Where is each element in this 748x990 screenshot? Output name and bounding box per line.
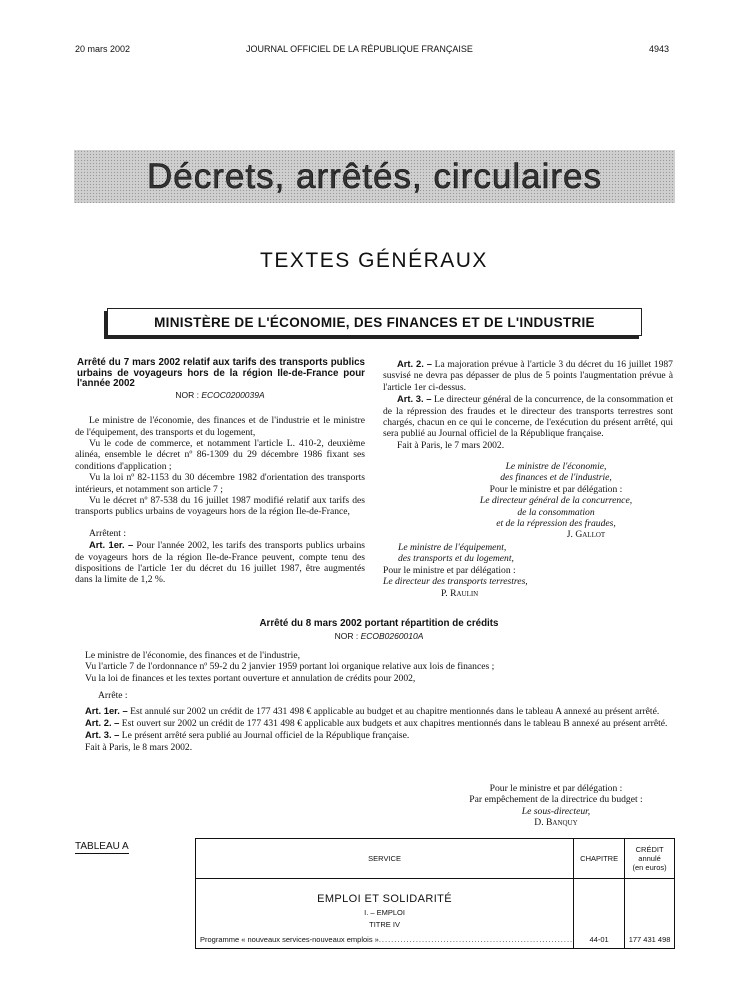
arrete2-signature: Pour le ministre et par délégation : Par empêchement de la directrice du budget : Le sous-directeur, D. Banquy — [440, 783, 672, 829]
arrete2-fait: Fait à Paris, le 8 mars 2002. — [85, 741, 193, 753]
table-row — [196, 879, 675, 949]
sub-heading-2: TITRE IV — [369, 920, 400, 929]
arrete2-arrete: Arrête : — [98, 690, 128, 702]
tableau-label: TABLEAU A — [75, 841, 129, 852]
arrete2-header — [85, 619, 673, 642]
arrete1-title: Arrêté du 7 mars 2002 relatif aux tarifs des transports publics urbains de voyageurs hors de la région Ile-de-France pour l'année 2002 — [77, 357, 365, 390]
arrete1-signature-1: Le ministre de l'économie, des finances et de l'industrie, Pour le ministre et par délégation : Le directeur général de la concurrence, de la consommation et de la répression des fraudes, J. Gallot — [440, 461, 672, 541]
arrete1-para-2: Vu le code de commerce, et notamment l'article L. 410-2, deuxième alinéa, ensemble le décret nº 86-1309 du 29 décembre 1986 fixant ses conditions d'application ; — [75, 438, 365, 472]
header-date: 20 mars 2002 — [75, 44, 131, 54]
arrete2-para-3: Vu la loi de finances et les textes portant ouverture et annulation de crédits pour 2002, — [85, 672, 416, 684]
arrete2-para-2: Vu l'article 7 de l'ordonnance nº 59-2 du 2 janvier 1959 portant loi organique relative aux lois de finances ; — [85, 661, 495, 673]
arrete2-article-3: Art. 3. – Le présent arrêté sera publié au Journal officiel de la République française. — [85, 729, 410, 742]
arrete2-para-1: Le ministre de l'économie, des finances et de l'industrie, — [85, 650, 300, 661]
arrete1-para-3: Vu la loi nº 82-1153 du 30 décembre 1982 d'orientation des transports intérieurs, et notamment son article 7 ; — [75, 472, 365, 495]
arrete2-nor: NOR : ECOB0260010A — [334, 630, 424, 641]
section-banner — [74, 150, 675, 203]
sub-heading-1: I. – EMPLOI — [364, 908, 405, 917]
arrete1-left-column — [75, 358, 365, 586]
col-header-service: SERVICE — [196, 839, 574, 879]
arrete2-title: Arrêté du 8 mars 2002 portant répartition de crédits — [259, 618, 499, 629]
tableau-a — [195, 838, 675, 949]
arrete1-arretent: Arrêtent : — [89, 527, 127, 539]
service-cell — [196, 879, 574, 949]
chapitre-cell: 44-01 — [574, 879, 625, 949]
header-journal: JOURNAL OFFICIEL DE LA RÉPUBLIQUE FRANÇAISE — [246, 44, 473, 54]
arrete1-fait: Fait à Paris, le 7 mars 2002. — [397, 439, 505, 451]
credit-cell: 177 431 498 — [625, 879, 675, 949]
arrete1-para-1: Le ministre de l'économie, des finances et de l'industrie et le ministre de l'équipement, des transports et du logement, — [75, 415, 365, 438]
arrete1-right-column — [383, 358, 673, 451]
arrete2-signatory: D. Banquy — [534, 817, 578, 829]
arrete1-signatory-2: P. Raulin — [441, 587, 479, 599]
arrete2-body — [85, 650, 673, 753]
arrete1-article-1: Art. 1er. – Pour l'année 2002, les tarifs des transports publics urbains de voyageurs hors de la région Ile-de-France peuvent, compte tenu des dispositions de l'article 1er du décret du 16 juillet 1987, être augmentés dans la limite de 1,2 %. — [75, 539, 365, 586]
section-title: TEXTES GÉNÉRAUX — [260, 249, 488, 272]
col-header-chapitre: CHAPITRE — [574, 839, 625, 879]
ministry-box: MINISTÈRE DE L'ÉCONOMIE, DES FINANCES ET DE L'INDUSTRIE — [107, 308, 642, 336]
arrete1-para-4: Vu le décret nº 87-538 du 16 juillet 1987 modifié relatif aux tarifs des transports publics urbains de voyageurs hors de la région Ile-de-France, — [75, 495, 365, 518]
arrete2-article-1: Art. 1er. – Est annulé sur 2002 un crédit de 177 431 498 € applicable au budget et au chapitre mentionnés dans le tableau A annexé au présent arrêté. — [85, 704, 660, 717]
arrete1-signature-2: Le ministre de l'équipement, des transports et du logement, Pour le ministre et par délégation : Le directeur des transports terrestres, P. Raulin — [383, 542, 623, 599]
arrete1-signatory-1: J. Gallot — [566, 529, 606, 541]
header-page-number: 4943 — [649, 44, 670, 54]
arrete1-nor: NOR : ECOC0200039A — [175, 389, 265, 400]
arrete1-article-2: Art. 2. – La majoration prévue à l'article 3 du décret du 16 juillet 1987 susvisé ne devra pas dépasser de plus de 5 points l'augmentation prévue à l'article 1er ci-dessus. — [383, 358, 673, 393]
group-heading: EMPLOI ET SOLIDARITÉ — [317, 893, 453, 905]
programme-row-label: Programme « nouveaux services-nouveaux emplois »............................................................... — [200, 935, 574, 944]
col-header-credit: CRÉDIT annulé (en euros) — [625, 839, 675, 879]
arrete1-article-3: Art. 3. – Le directeur général de la concurrence, de la consommation et de la répression des fraudes et le directeur des transports terrestres sont chargés, chacun en ce qui le concerne, de l'exécution du présent arrêté, qui sera publié au Journal officiel de la République française. — [383, 393, 673, 440]
table-header-row — [196, 839, 675, 879]
arrete2-article-2: Art. 2. – Est ouvert sur 2002 un crédit de 177 431 498 € applicable aux budgets et aux chapitres mentionnés dans le tableau B annexé au présent arrêté. — [85, 717, 668, 730]
banner-title: Décrets, arrêtés, circulaires — [147, 156, 602, 196]
